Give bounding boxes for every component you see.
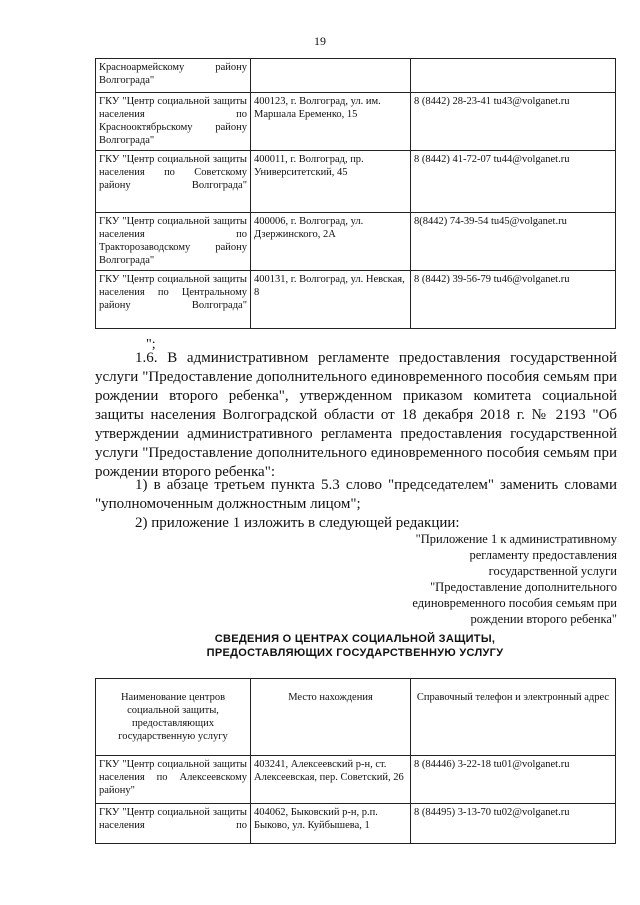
center-name-cell: ГКУ "Центр социальной защиты населения по Тракторозаводскому району Волгограда" xyxy=(96,213,251,271)
table-header-row xyxy=(96,679,616,756)
section-heading xyxy=(95,632,615,660)
center-name-cell: Красноармейскому району Волгограда" xyxy=(96,59,251,93)
contact-cell: 8(8442) 74-39-54 tu45@volganet.ru xyxy=(411,213,616,271)
page-number: 19 xyxy=(314,34,326,48)
column-header-name: Наименование центров социальной защиты, предоставляющих государственную услугу xyxy=(96,679,251,756)
table-row xyxy=(96,756,616,804)
table-row xyxy=(96,59,616,93)
item-1: 1) в абзаце третьем пункта 5.3 слово "председателем" заменить словами "уполномоченным должностным лицом"; xyxy=(95,477,617,512)
address-cell: 400006, г. Волгоград, ул. Дзержинского, 2А xyxy=(251,213,411,271)
contact-cell: 8 (84446) 3-22-18 tu01@volganet.ru xyxy=(411,756,616,804)
heading-line-1: СВЕДЕНИЯ О ЦЕНТРАХ СОЦИАЛЬНОЙ ЗАЩИТЫ, xyxy=(214,633,496,645)
center-name-cell: ГКУ "Центр социальной защиты населения по Центральному району Волгограда" xyxy=(96,271,251,329)
heading-line-2: ПРЕДОСТАВЛЯЮЩИХ ГОСУДАРСТВЕННУЮ УСЛУГУ xyxy=(206,647,504,659)
paragraph-1-6: 1.6. В административном регламенте предоставления государственной услуги "Предоставление дополнительного единовременного пособия семьям при рождении второго ребенка", утвержденном приказом комитета социальной защиты населения Волгоградской области от 18 декабря 2018 г. № 2193 "Об утверждении административного регламента предоставления государственной услуги "Предоставление дополнительного единовременного пособия семьям при рождении второго ребенка": xyxy=(95,350,617,480)
table-row xyxy=(96,804,616,844)
address-cell xyxy=(251,59,411,93)
address-cell: 404062, Быковский р-н, р.п. Быково, ул. Куйбышева, 1 xyxy=(251,804,411,844)
address-cell: 400123, г. Волгоград, ул. им. Маршала Еременко, 15 xyxy=(251,93,411,151)
appendix-caption: "Приложение 1 к административному регламенту предоставления государственной услуги "Предоставление дополнительного единовременного пособия семьям при рождении второго ребенка" xyxy=(412,532,617,626)
column-header-address: Место нахождения xyxy=(251,679,411,756)
table-row xyxy=(96,151,616,213)
table-row xyxy=(96,213,616,271)
item-2: 2) приложение 1 изложить в следующей редакции: xyxy=(135,515,460,531)
centers-table-continued xyxy=(95,58,616,329)
table-row xyxy=(96,93,616,151)
address-cell: 403241, Алексеевский р-н, ст. Алексеевская, пер. Советский, 26 xyxy=(251,756,411,804)
contact-cell: 8 (84495) 3-13-70 tu02@volganet.ru xyxy=(411,804,616,844)
address-cell: 400131, г. Волгоград, ул. Невская, 8 xyxy=(251,271,411,329)
center-name-cell: ГКУ "Центр социальной защиты населения по Краснооктябрьскому району Волгограда" xyxy=(96,93,251,151)
address-cell: 400011, г. Волгоград, пр. Университетский, 45 xyxy=(251,151,411,213)
closing-quote-mark: "; xyxy=(146,337,156,352)
contact-cell: 8 (8442) 41-72-07 tu44@volganet.ru xyxy=(411,151,616,213)
centers-table xyxy=(95,678,616,844)
contact-cell: 8 (8442) 28-23-41 tu43@volganet.ru xyxy=(411,93,616,151)
table-row xyxy=(96,271,616,329)
center-name-cell: ГКУ "Центр социальной защиты населения по Советскому району Волгограда" xyxy=(96,151,251,213)
contact-cell xyxy=(411,59,616,93)
center-name-cell: ГКУ "Центр социальной защиты населения по xyxy=(96,804,251,844)
contact-cell: 8 (8442) 39-56-79 tu46@volganet.ru xyxy=(411,271,616,329)
column-header-contact: Справочный телефон и электронный адрес xyxy=(411,679,616,756)
center-name-cell: ГКУ "Центр социальной защиты населения по Алексеевскому району" xyxy=(96,756,251,804)
